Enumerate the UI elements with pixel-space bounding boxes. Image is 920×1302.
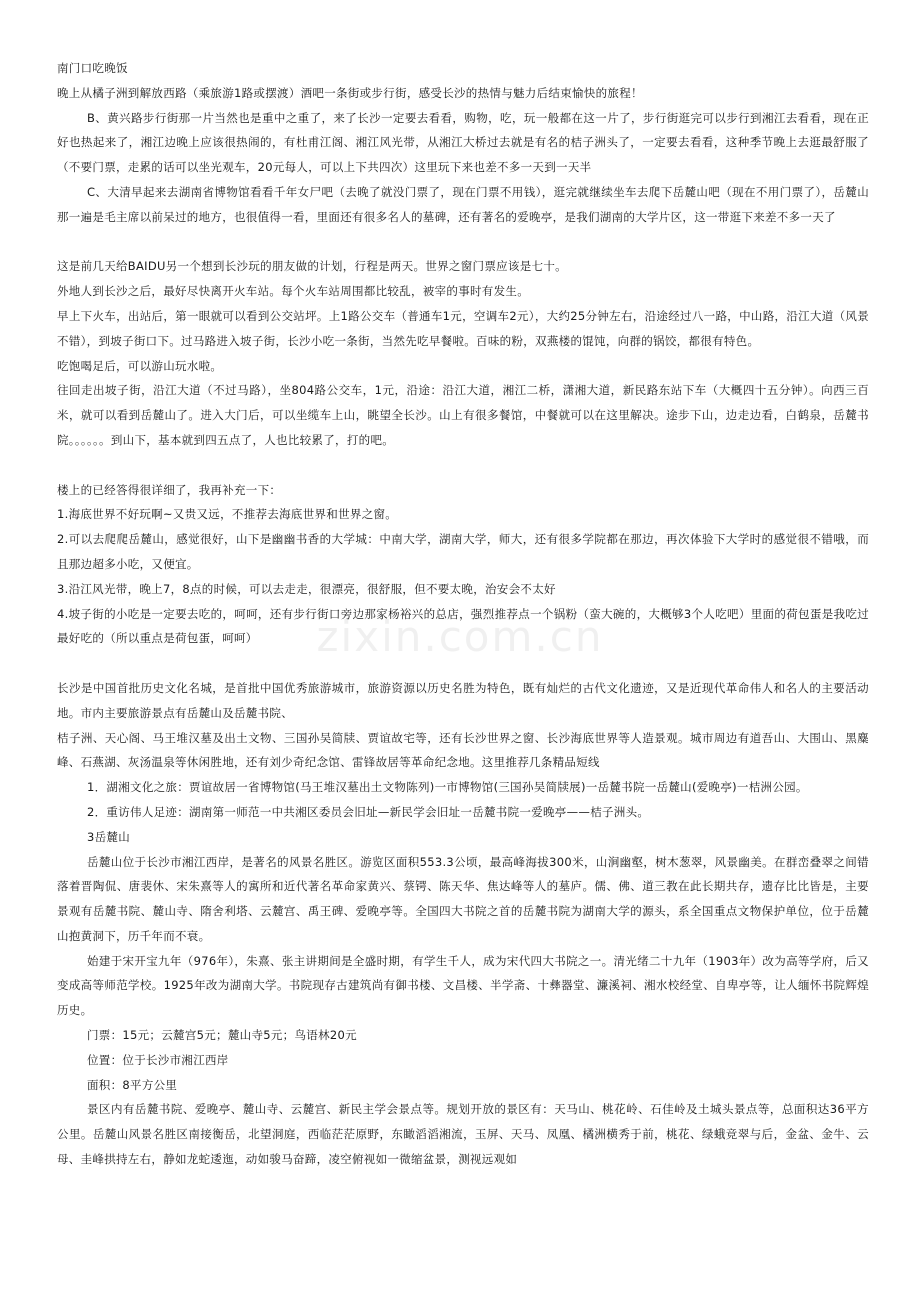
list-item: 2.可以去爬爬岳麓山，感觉很好，山下是幽幽书香的大学城：中南大学，湖南大学，师大，还有很多学院都在那边，再次体验下大学时的感觉很不错哦，而且那边超多小吃，又便宜。 <box>57 532 869 571</box>
paragraph: 长沙是中国首批历史文化名城，是首批中国优秀旅游城市，旅游资源以历史名胜为特色，既有灿烂的古代文化遗迹，又是近现代革命伟人和名人的主要活动地。市内主要旅游景点有岳麓山及岳麓书院、 <box>57 680 869 720</box>
paragraph: 岳麓山位于长沙市湘江西岸，是著名的风景名胜区。游览区面积553.3公顷，最高峰海拔300米，山涧幽壑，树木葱翠，风景幽美。在群峦叠翠之间错落着晋陶侃、唐裴休、宋朱熹等人的寓所和近代著名革命家黄兴、蔡锷、陈天华、焦达峰等人的墓庐。儒、佛、道三教在此长期共存，遗存比比皆是，主要景观有岳麓书院、麓山寺、隋舍利塔、云麓宫、禹王碑、爱晚亭等。全国四大书院之首的岳麓书院为湖南大学的源头，系全国重点文物保护单位，位于岳麓山抱黄洞下，历千年而不衰。 <box>57 854 869 943</box>
blank-line <box>57 651 869 676</box>
ticket-info: 门票：15元；云麓宫5元；麓山寺5元；鸟语林20元 <box>87 1028 357 1043</box>
paragraph: 南门口吃晚饭 <box>57 61 128 75</box>
paragraph: 景区内有岳麓书院、爱晚亭、麓山寺、云麓宫、新民主学会景点等。规划开放的景区有：天马山、桃花岭、石佳岭及土城头景点等，总面积达36平方公里。岳麓山风景名胜区南接衡岳，北望洞庭，西临茫茫原野，东瞰滔滔湘流，玉屏、天马、凤凰、橘洲横秀于前，桃花、绿蛾竞翠与后，金盆、金牛、云母、圭峰拱持左右，静如龙蛇逶迤，动如骏马奋蹄，凌空俯视如一微缩盆景，测视远观如 <box>57 1102 869 1167</box>
paragraph: 这是前几天给BAIDU另一个想到长沙玩的朋友做的计划，行程是两天。世界之窗门票应该是七十。 <box>57 259 567 274</box>
paragraph: B、黄兴路步行街那一片当然也是重中之重了，来了长沙一定要去看看，购物，吃，玩一般都在这一片了，步行街逛完可以步行到湘江去看看，现在正好也热起来了，湘江边晚上应该很热闹的，有杜甫江阁、湘江风光带，从湘江大桥过去就是有名的桔子洲头了，一定要去看看，这种季节晚上去逛最舒服了（不要门票，走累的话可以坐光观车，20元每人，可以上下共四次）这里玩下来也差不多一天到一天半 <box>57 110 869 175</box>
watermark-text: zixin.com.cn <box>316 612 604 661</box>
paragraph: 晚上从橘子洲到解放西路（乘旅游1路或摆渡）酒吧一条街或步行街，感受长沙的热情与魅力后结束愉快的旅程！ <box>57 85 643 100</box>
area-info: 面积：8平方公里 <box>87 1077 178 1092</box>
paragraph: 早上下火车，出站后，第一眼就可以看到公交站坪。上1路公交车（普通车1元，空调车2元），大约25分钟左右，沿途经过八一路，中山路，沿江大道（风景不错），到坡子街口下。过马路进入坡子街，长沙小吃一条街，当然先吃早餐啦。百味的粉，双燕楼的馄饨，向群的锅饺，都很有特色。 <box>57 308 869 348</box>
list-item: 4.坡子街的小吃是一定要去吃的，呵呵，还有步行街口旁边那家杨裕兴的总店，强烈推荐点一个锅粉（蛮大碗的，大概够3个人吃吧）里面的荷包蛋是我吃过最好吃的（所以重点是荷包蛋，呵呵） <box>57 606 869 646</box>
list-item: 2．重访伟人足迹：湖南第一师范一中共湘区委员会旧址—新民学会旧址一岳麓书院一爱晚亭——桔子洲头。 <box>87 804 650 819</box>
section-heading: 3岳麓山 <box>87 829 131 844</box>
paragraph: 楼上的已经答得很详细了，我再补充一下： <box>57 482 282 497</box>
paragraph: 往回走出坡子街，沿江大道（不过马路），坐804路公交车，1元，沿途：沿江大道，湘江二桥，潇湘大道，新民路东站下车（大概四十五分钟）。向西三百米，就可以看到岳麓山了。进入大门后，可以坐缆车上山，眺望全长沙。山上有很多餐馆，中餐就可以在这里解决。途步下山，边走边看，白鹤泉，岳麓书院。。。。。。到山下，基本就到四五点了，人也比较累了，打的吧。 <box>57 383 869 447</box>
blank-line <box>57 230 869 255</box>
location-info: 位置：位于长沙市湘江西岸 <box>87 1052 229 1067</box>
list-item: 1.海底世界不好玩啊~又贵又远，不推荐去海底世界和世界之窗。 <box>57 507 398 522</box>
paragraph: 外地人到长沙之后，最好尽快离开火车站。每个火车站周围都比较乱，被宰的事时有发生。 <box>57 284 529 299</box>
paragraph: 吃饱喝足后，可以游山玩水啦。 <box>57 358 223 373</box>
blank-line <box>57 453 869 478</box>
document-body <box>57 56 869 1172</box>
paragraph: 桔子洲、天心阁、马王堆汉墓及出土文物、三国孙吴简牍、贾谊故宅等，还有长沙世界之窗、长沙海底世界等人造景观。城市周边有道吾山、大围山、黑麋峰、石燕湖、灰汤温泉等休闲胜地，还有刘少奇纪念馆、雷锋故居等革命纪念地。这里推荐几条精品短线 <box>57 730 869 770</box>
paragraph: C、大清早起来去湖南省博物馆看看千年女尸吧（去晚了就没门票了，现在门票不用钱），逛完就继续坐车去爬下岳麓山吧（现在不用门票了），岳麓山那一遍是毛主席以前呆过的地方，也很值得一看，里面还有很多名人的墓碑，还有著名的爱晚亭，是我们湖南的大学片区，这一带逛下来差不多一天了 <box>57 184 869 224</box>
list-item: 3.沿江风光带，晚上7，8点的时候，可以去走走，很漂亮，很舒服，但不要太晚，治安会不太好 <box>57 581 556 596</box>
list-item: 1．湖湘文化之旅：贾谊故居一省博物馆(马王堆汉墓出土文物陈列)一市博物馆(三国孙吴简牍展)一岳麓书院一岳麓山(爱晚亭)一桔洲公园。 <box>87 780 808 795</box>
paragraph: 始建于宋开宝九年（976年），朱熹、张主讲期间是全盛时期，有学生千人，成为宋代四大书院之一。清光绪二十九年（1903年）改为高等学府，后又变成高等师范学校。1925年改为湖南大学。书院现存古建筑尚有御书楼、文昌楼、半学斋、十彝器堂、濂溪祠、湘水校经堂、自卑亭等，让人缅怀书院辉煌历史。 <box>57 953 869 1018</box>
